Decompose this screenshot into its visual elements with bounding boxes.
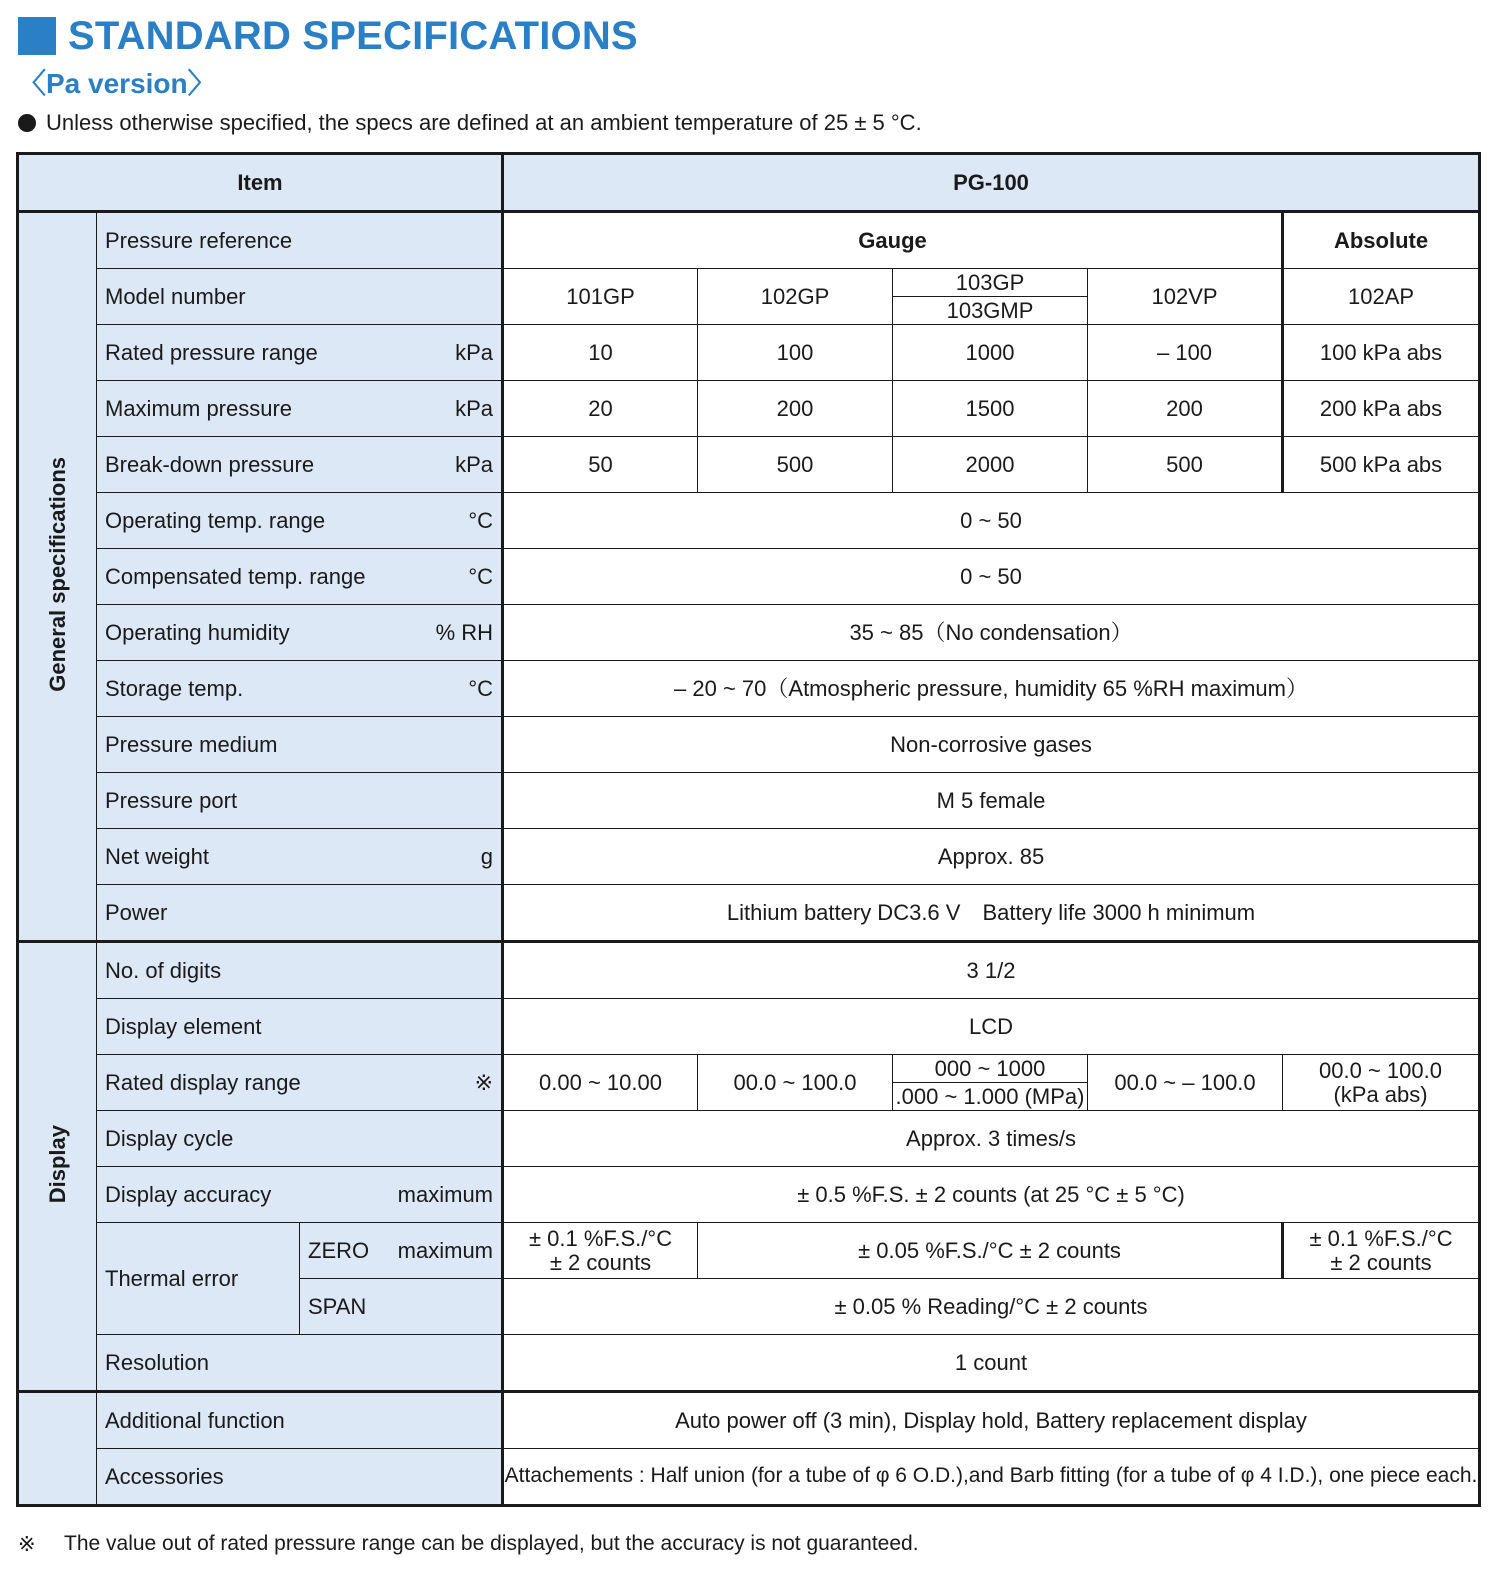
row-unit: kPa — [455, 339, 494, 365]
cell: 20 — [503, 381, 698, 437]
row-label-text: Operating temp. range — [105, 507, 326, 533]
table-row — [18, 661, 1480, 717]
row-label — [97, 661, 503, 717]
cell: 102AP — [1283, 269, 1480, 325]
table-row — [18, 717, 1480, 773]
group-display — [18, 942, 97, 1392]
gauge-header: Gauge — [503, 212, 1283, 269]
cell: 100 kPa abs — [1283, 325, 1480, 381]
row-label — [97, 1167, 503, 1223]
table-header-row — [18, 154, 1480, 212]
cell: Attachements : Half union (for a tube of φ 6 O.D.),and Barb fitting (for a tube of φ 4 I.D.), one piece each. — [503, 1449, 1480, 1506]
footnote-mark: ※ — [18, 1533, 36, 1556]
cell-line: (kPa abs) — [1333, 1081, 1428, 1107]
cell: 103GP — [893, 269, 1087, 297]
cell: 500 kPa abs — [1283, 437, 1480, 493]
group-display-label: Display — [44, 1125, 70, 1204]
row-label — [97, 549, 503, 605]
table-row — [18, 605, 1480, 661]
cell-line: ± 0.1 %F.S./°C — [1309, 1226, 1453, 1252]
bullet-icon — [18, 114, 36, 132]
footnote-text: The value out of rated pressure range can be displayed, but the accuracy is not guaranteed. — [64, 1532, 919, 1555]
row-label: No. of digits — [97, 942, 503, 999]
row-label: Pressure medium — [97, 717, 503, 773]
cell: 200 — [1088, 381, 1283, 437]
row-label: Additional function — [97, 1392, 503, 1449]
table-row — [18, 549, 1480, 605]
cell: 103GMP — [946, 297, 1034, 323]
table-row — [18, 773, 1480, 829]
row-label-text: Rated pressure range — [105, 339, 318, 365]
cell: ± 0.5 %F.S. ± 2 counts (at 25 °C ± 5 °C) — [503, 1167, 1480, 1223]
row-label-text: Maximum pressure — [105, 395, 293, 421]
table-row — [18, 1449, 1480, 1506]
cell: 101GP — [503, 269, 698, 325]
row-unit: °C — [468, 563, 494, 589]
cell-line: ± 0.1 %F.S./°C — [528, 1226, 673, 1252]
cell-two-line — [1283, 1223, 1480, 1279]
row-label — [97, 493, 503, 549]
row-label: Accessories — [97, 1449, 503, 1506]
ambient-note — [18, 110, 922, 136]
table-row — [18, 325, 1480, 381]
row-label-text: Break-down pressure — [105, 451, 315, 477]
row-unit: kPa — [455, 395, 494, 421]
table-row — [18, 381, 1480, 437]
page-subtitle: 〈Pa version〉 — [18, 68, 216, 99]
ambient-note-text: Unless otherwise specified, the specs are defined at an ambient temperature of 25 ± 5 °C. — [46, 110, 922, 135]
cell: – 20 ~ 70（Atmospheric pressure, humidity 65 %RH maximum） — [503, 661, 1480, 717]
row-unit: kPa — [455, 451, 494, 477]
cell: 00.0 ~ – 100.0 — [1088, 1055, 1283, 1111]
row-unit: maximum — [397, 1181, 494, 1207]
cell: 100 — [698, 325, 893, 381]
table-row — [18, 1223, 1480, 1279]
row-label: Pressure reference — [97, 212, 503, 269]
table-row — [18, 999, 1480, 1055]
cell: 10 — [503, 325, 698, 381]
table-row — [18, 885, 1480, 942]
row-unit: °C — [468, 507, 494, 533]
row-label: Model number — [97, 269, 503, 325]
table-row — [18, 437, 1480, 493]
table-row — [18, 212, 1480, 269]
cell-line: 00.0 ~ 100.0 — [1319, 1058, 1442, 1084]
cell: 0 ~ 50 — [503, 549, 1480, 605]
table-row — [18, 493, 1480, 549]
cell-split — [893, 1055, 1088, 1111]
row-label — [97, 829, 503, 885]
cell: 102GP — [698, 269, 893, 325]
cell: 0.00 ~ 10.00 — [503, 1055, 698, 1111]
row-label: Power — [97, 885, 503, 942]
cell: .000 ~ 1.000 (MPa) — [895, 1083, 1085, 1109]
cell: Approx. 3 times/s — [503, 1111, 1480, 1167]
row-label: Thermal error — [97, 1223, 300, 1335]
cell: 000 ~ 1000 — [893, 1055, 1087, 1083]
cell-line: ± 2 counts — [549, 1249, 652, 1275]
row-label — [97, 381, 503, 437]
cell: 200 — [698, 381, 893, 437]
cell: Non-corrosive gases — [503, 717, 1480, 773]
row-label-text: Operating humidity — [105, 619, 290, 645]
row-unit: °C — [468, 675, 494, 701]
row-label-text: Display accuracy — [105, 1181, 272, 1207]
row-label-text: Net weight — [105, 843, 209, 869]
group-general-label: General specifications — [44, 457, 70, 692]
row-label — [97, 1055, 503, 1111]
cell: 1500 — [893, 381, 1088, 437]
row-label-text: Rated display range — [105, 1069, 301, 1095]
cell: ± 0.05 %F.S./°C ± 2 counts — [698, 1223, 1283, 1279]
spec-table — [16, 152, 1481, 1507]
cell-line: ± 2 counts — [1330, 1249, 1432, 1275]
table-row — [18, 269, 1480, 325]
row-label-text: ZERO — [308, 1237, 370, 1263]
row-label-text: Compensated temp. range — [105, 563, 366, 589]
row-label — [97, 437, 503, 493]
cell-two-line — [1283, 1055, 1480, 1111]
cell: 50 — [503, 437, 698, 493]
cell: 0 ~ 50 — [503, 493, 1480, 549]
cell: 1 count — [503, 1335, 1480, 1392]
row-label: Display cycle — [97, 1111, 503, 1167]
header-product: PG-100 — [503, 154, 1480, 212]
cell: ± 0.05 % Reading/°C ± 2 counts — [503, 1279, 1480, 1335]
row-label: Pressure port — [97, 773, 503, 829]
row-label — [97, 325, 503, 381]
table-row — [18, 1111, 1480, 1167]
row-unit: maximum — [397, 1237, 494, 1263]
row-label: Resolution — [97, 1335, 503, 1392]
table-row — [18, 1167, 1480, 1223]
cell: Lithium battery DC3.6 V Battery life 3000 h minimum — [503, 885, 1480, 942]
absolute-header: Absolute — [1283, 212, 1480, 269]
cell: 00.0 ~ 100.0 — [698, 1055, 893, 1111]
title-square-icon — [18, 17, 56, 55]
table-row — [18, 829, 1480, 885]
row-unit: % RH — [435, 619, 494, 645]
cell: 102VP — [1088, 269, 1283, 325]
cell: Approx. 85 — [503, 829, 1480, 885]
group-other — [18, 1392, 97, 1506]
row-label-text: Storage temp. — [105, 675, 244, 701]
cell: Auto power off (3 min), Display hold, Battery replacement display — [503, 1392, 1480, 1449]
cell: 500 — [1088, 437, 1283, 493]
cell: 1000 — [893, 325, 1088, 381]
row-label — [97, 605, 503, 661]
table-row — [18, 1392, 1480, 1449]
cell-two-line — [503, 1223, 698, 1279]
row-unit: g — [480, 843, 494, 869]
page-title: STANDARD SPECIFICATIONS — [68, 13, 638, 58]
cell: LCD — [503, 999, 1480, 1055]
table-row — [18, 942, 1480, 999]
cell: 500 — [698, 437, 893, 493]
row-sublabel — [300, 1223, 503, 1279]
page-title-block — [18, 14, 638, 58]
header-item: Item — [18, 154, 503, 212]
row-label: Display element — [97, 999, 503, 1055]
cell: 35 ~ 85（No condensation） — [503, 605, 1480, 661]
cell: 3 1/2 — [503, 942, 1480, 999]
table-row — [18, 1055, 1480, 1111]
cell: 200 kPa abs — [1283, 381, 1480, 437]
row-unit: ※ — [474, 1069, 494, 1095]
cell: – 100 — [1088, 325, 1283, 381]
cell: 2000 — [893, 437, 1088, 493]
cell-split — [893, 269, 1088, 325]
footnote — [18, 1532, 919, 1557]
row-sublabel: SPAN — [300, 1279, 503, 1335]
group-general — [18, 212, 97, 942]
cell: M 5 female — [503, 773, 1480, 829]
table-row — [18, 1335, 1480, 1392]
